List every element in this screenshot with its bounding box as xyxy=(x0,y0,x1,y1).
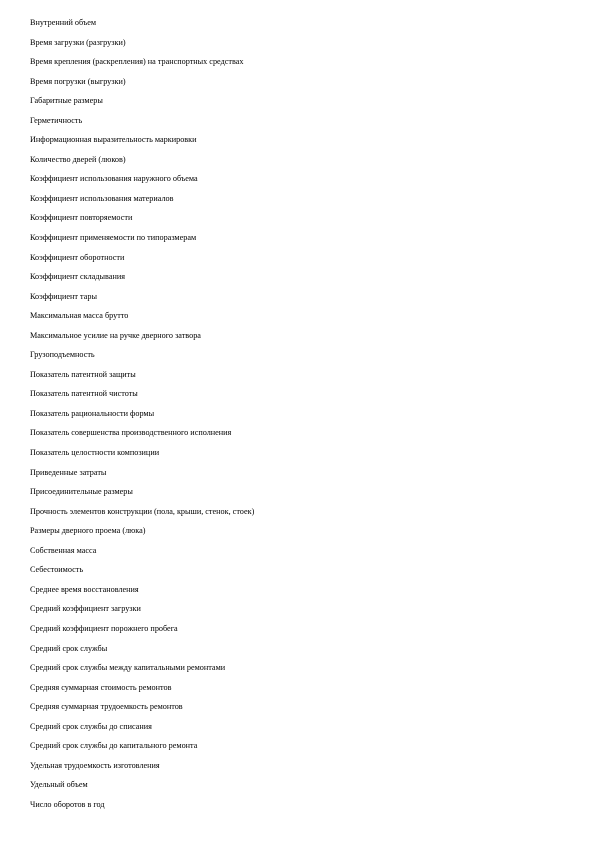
list-item: Показатель патентной чистоты xyxy=(30,389,138,399)
list-item: Среднее время восстановления xyxy=(30,584,139,594)
list-item: Средний коэффициент порожнего пробега xyxy=(30,623,178,633)
list-item: Коэффициент использования материалов xyxy=(30,193,174,203)
list-item: Внутренний объем xyxy=(30,18,97,27)
list-item: Информационная выразительность маркировки xyxy=(30,135,197,145)
list-item: Присоединительные размеры xyxy=(30,487,133,497)
list-item: Герметичность xyxy=(30,115,83,125)
list-item: Грузоподъемность xyxy=(30,350,95,360)
list-item: Средний срок службы до списания xyxy=(30,721,152,731)
list-item: Показатель целостности композиции xyxy=(30,448,160,458)
list-item: Коэффициент повторяемости xyxy=(30,213,133,223)
list-item: Коэффициент использования наружного объема xyxy=(30,174,198,184)
list-item: Коэффициент оборотности xyxy=(30,252,125,262)
list-item: Приведенные затраты xyxy=(30,467,107,477)
list-item: Число оборотов в год xyxy=(30,799,105,809)
list-item: Средний коэффициент загрузки xyxy=(30,604,141,614)
list-item: Коэффициент складывания xyxy=(30,272,125,282)
list-item: Средняя суммарная стоимость ремонтов xyxy=(30,682,172,692)
list-item: Количество дверей (люков) xyxy=(30,154,126,164)
term-list xyxy=(30,17,570,818)
list-item: Прочность элементов конструкции (пола, крыши, стенок, стоек) xyxy=(30,506,255,516)
list-item: Коэффициент применяемости по типоразмерам xyxy=(30,233,197,243)
list-item: Показатель патентной защиты xyxy=(30,369,136,379)
list-item: Себестоимость xyxy=(30,565,84,575)
list-item: Максимальная масса брутто xyxy=(30,311,129,321)
list-item: Габаритные размеры xyxy=(30,96,103,106)
list-item: Средний срок службы между капитальными ремонтами xyxy=(30,663,226,673)
list-item: Максимальное усилие на ручке дверного затвора xyxy=(30,330,201,340)
list-item: Показатель совершенства производственного исполнения xyxy=(30,428,232,438)
list-item: Собственная масса xyxy=(30,545,97,555)
list-item: Удельная трудоемкость изготовления xyxy=(30,760,160,770)
list-item: Время погрузки (выгрузки) xyxy=(30,76,126,86)
list-item: Коэффициент тары xyxy=(30,291,97,301)
list-item: Средний срок службы до капитального ремонта xyxy=(30,741,198,751)
list-item: Средний срок службы xyxy=(30,643,108,653)
list-item: Удельный объем xyxy=(30,780,88,790)
list-item: Время крепления (раскрепления) на транспортных средствах xyxy=(30,57,244,67)
list-item: Средняя суммарная трудоемкость ремонтов xyxy=(30,702,183,712)
list-item: Время загрузки (разгрузки) xyxy=(30,37,126,47)
list-item: Размеры дверного проема (люка) xyxy=(30,526,146,536)
list-item: Показатель рациональности формы xyxy=(30,408,155,418)
